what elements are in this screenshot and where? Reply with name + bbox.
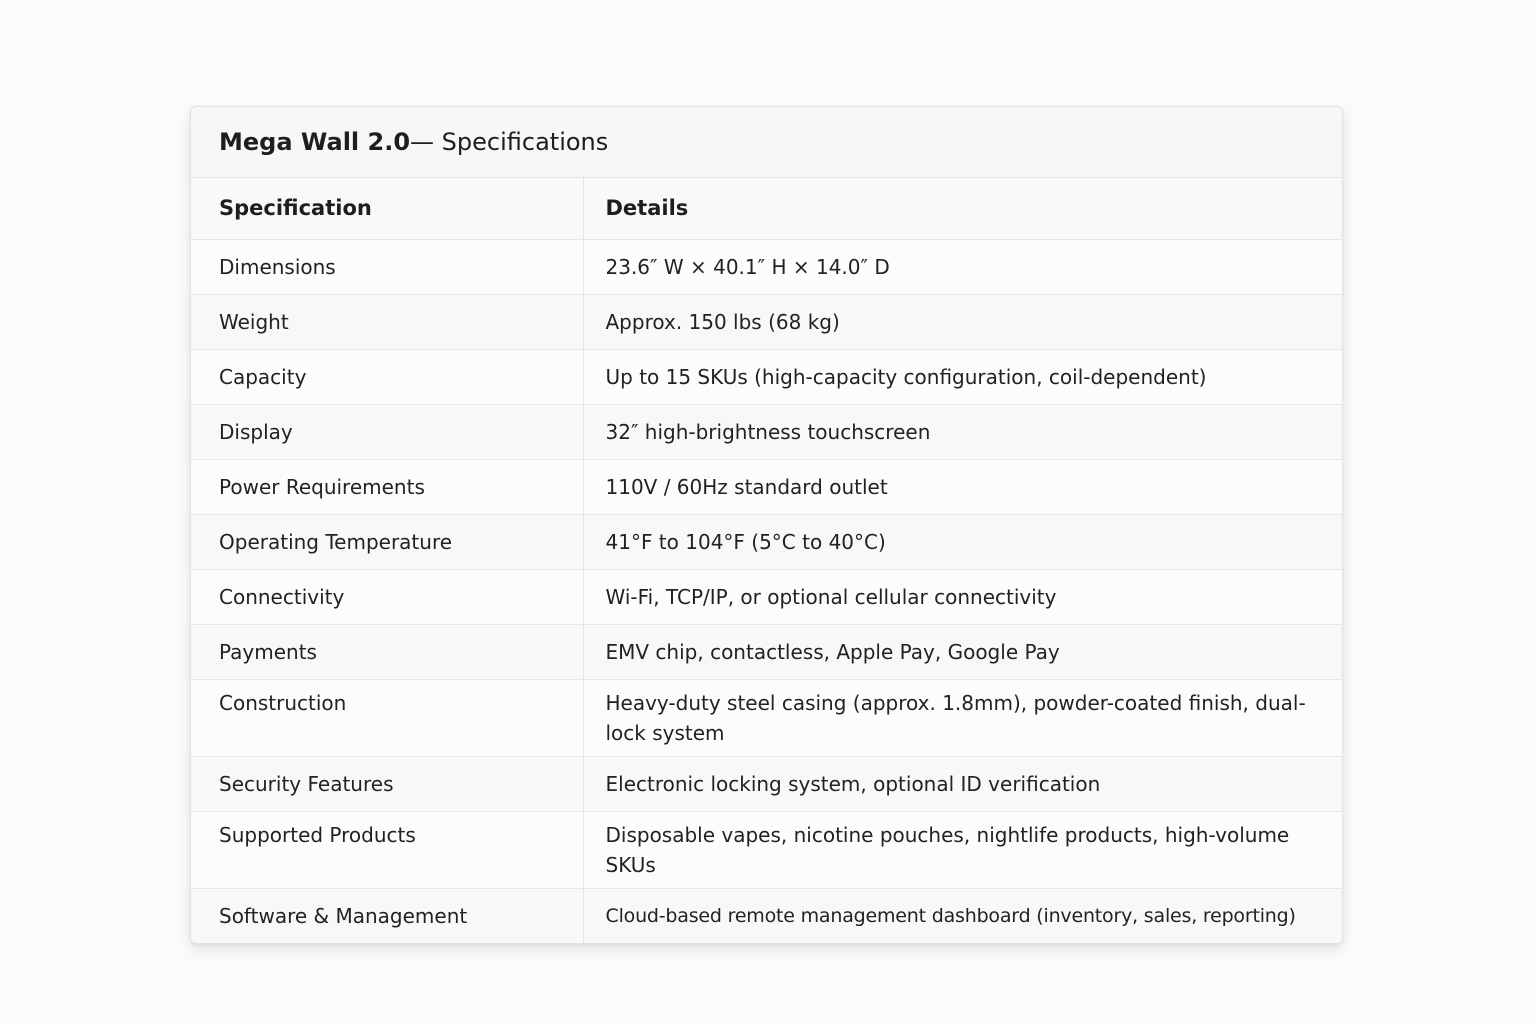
header-specification: Specification (191, 178, 583, 239)
spec-details: Electronic locking system, optional ID verification (583, 756, 1342, 811)
spec-details: EMV chip, contactless, Apple Pay, Google Pay (583, 624, 1342, 679)
spec-details: Wi-Fi, TCP/IP, or optional cellular connectivity (583, 569, 1342, 624)
table-row (191, 679, 1342, 756)
spec-details: 110V / 60Hz standard outlet (583, 459, 1342, 514)
spec-table (191, 178, 1342, 943)
table-row (191, 811, 1342, 888)
table-header-row (191, 178, 1342, 239)
spec-name: Power Requirements (191, 459, 583, 514)
table-row (191, 239, 1342, 294)
spec-name: Payments (191, 624, 583, 679)
spec-details: Disposable vapes, nicotine pouches, nightlife products, high-volume SKUs (583, 811, 1342, 888)
table-row (191, 756, 1342, 811)
spec-card (190, 106, 1343, 944)
spec-details: Cloud-based remote management dashboard (inventory, sales, reporting) (583, 888, 1342, 943)
spec-name: Connectivity (191, 569, 583, 624)
table-row (191, 624, 1342, 679)
table-row (191, 514, 1342, 569)
table-row (191, 459, 1342, 514)
spec-details: 32″ high-brightness touchscreen (583, 404, 1342, 459)
spec-details: 41°F to 104°F (5°C to 40°C) (583, 514, 1342, 569)
table-row (191, 349, 1342, 404)
product-name: Mega Wall 2.0 (219, 128, 411, 156)
spec-name: Supported Products (191, 811, 583, 888)
spec-name: Capacity (191, 349, 583, 404)
spec-name: Construction (191, 679, 583, 756)
spec-name: Software & Management (191, 888, 583, 943)
table-row (191, 569, 1342, 624)
table-row (191, 888, 1342, 943)
spec-name: Operating Temperature (191, 514, 583, 569)
spec-details: Heavy-duty steel casing (approx. 1.8mm), powder-coated finish, dual-lock system (583, 679, 1342, 756)
title-suffix: — Specifications (410, 128, 609, 156)
table-row (191, 404, 1342, 459)
spec-name: Security Features (191, 756, 583, 811)
spec-name: Weight (191, 294, 583, 349)
table-row (191, 294, 1342, 349)
spec-name: Display (191, 404, 583, 459)
spec-name: Dimensions (191, 239, 583, 294)
spec-details: Up to 15 SKUs (high-capacity configuration, coil-dependent) (583, 349, 1342, 404)
card-title (191, 107, 1342, 178)
spec-details: Approx. 150 lbs (68 kg) (583, 294, 1342, 349)
header-details: Details (583, 178, 1342, 239)
spec-details: 23.6″ W × 40.1″ H × 14.0″ D (583, 239, 1342, 294)
